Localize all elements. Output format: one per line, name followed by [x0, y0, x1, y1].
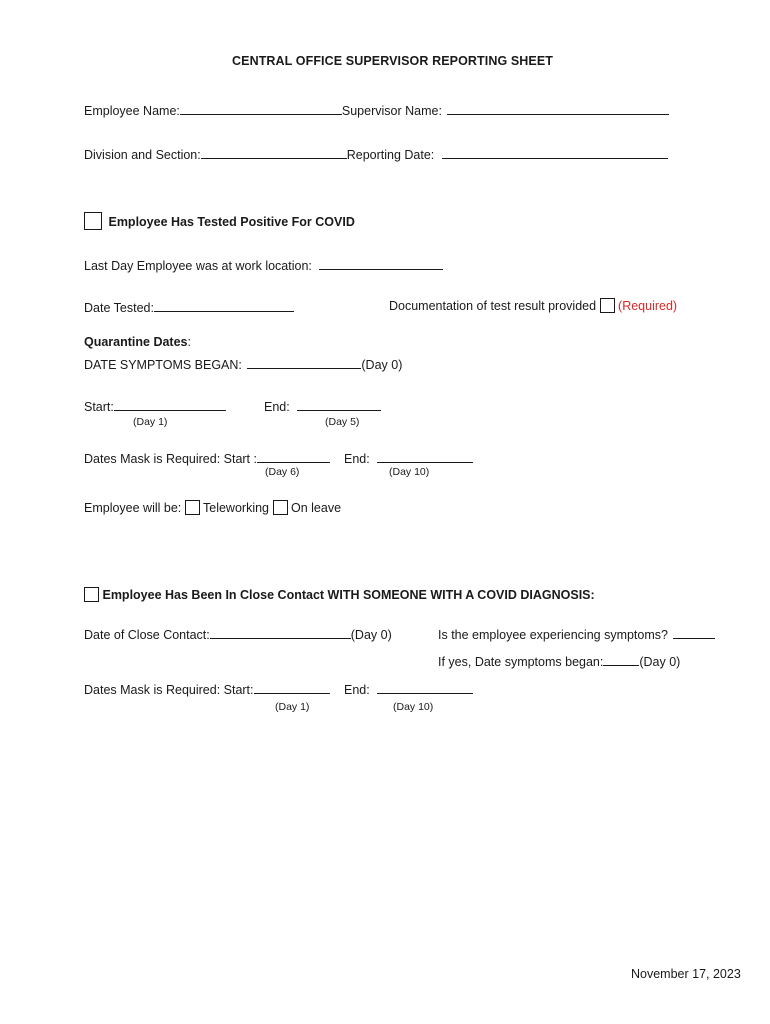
- quarantine-heading: Quarantine Dates: [84, 335, 188, 349]
- close-contact-label: Date of Close Contact:: [84, 628, 210, 642]
- contact-mask-end-row: [344, 681, 473, 697]
- positive-section-header: [84, 212, 355, 230]
- required-note: (Required): [618, 299, 678, 313]
- reporting-date-field[interactable]: [442, 146, 668, 159]
- documentation-label: Documentation of test result provided: [389, 299, 597, 313]
- if-yes-row: [438, 653, 680, 669]
- contact-mask-label: Dates Mask is Required: Start:: [84, 683, 254, 697]
- supervisor-name-label: Supervisor Name:: [341, 104, 442, 118]
- day6-note: (Day 6): [265, 466, 300, 478]
- last-day-row: [84, 257, 443, 273]
- on-leave-label: On leave: [290, 501, 342, 515]
- reporting-date-label: Reporting Date:: [346, 148, 435, 162]
- quarantine-start-field[interactable]: [114, 398, 226, 411]
- quarantine-heading-row: [84, 335, 191, 349]
- documentation-checkbox[interactable]: [600, 298, 615, 313]
- mask-end-field[interactable]: [377, 450, 473, 463]
- contact-day1-note: (Day 1): [275, 701, 310, 713]
- if-yes-day0: (Day 0): [639, 655, 681, 669]
- contact-day10-note: (Day 10): [393, 701, 434, 713]
- employee-name-field[interactable]: [180, 102, 342, 115]
- footer-date: November 17, 2023: [631, 967, 741, 981]
- division-section-field[interactable]: [201, 146, 347, 159]
- date-tested-label: Date Tested:: [84, 301, 154, 315]
- day10-note: (Day 10): [389, 466, 430, 478]
- date-tested-field[interactable]: [154, 299, 294, 312]
- contact-checkbox[interactable]: [84, 587, 99, 602]
- page-title: CENTRAL OFFICE SUPERVISOR REPORTING SHEET: [232, 54, 554, 68]
- contact-mask-end-label: End:: [344, 683, 370, 697]
- mask-end-row: [344, 450, 473, 466]
- mask-end-label: End:: [344, 452, 370, 466]
- division-row: [84, 146, 668, 162]
- symptoms-question-label: Is the employee experiencing symptoms?: [438, 628, 668, 642]
- date-tested-row: [84, 299, 294, 315]
- symptoms-day0: (Day 0): [361, 358, 403, 372]
- close-contact-row: [84, 626, 392, 642]
- symptoms-began-row: [84, 356, 402, 372]
- quarantine-start-row: [84, 398, 226, 414]
- division-section-label: Division and Section:: [84, 148, 201, 162]
- employee-will-be-label: Employee will be:: [84, 501, 182, 515]
- contact-section-heading: Employee Has Been In Close Contact WITH SOMEONE WITH A COVID DIAGNOSIS:: [102, 588, 595, 602]
- quarantine-end-field[interactable]: [297, 398, 381, 411]
- symptoms-began-field[interactable]: [247, 356, 361, 369]
- supervisor-name-field[interactable]: [447, 102, 669, 115]
- contact-mask-row: [84, 681, 330, 697]
- employee-name-label: Employee Name:: [84, 104, 180, 118]
- employee-name-row: [84, 102, 669, 118]
- mask-required-label: Dates Mask is Required: Start :: [84, 452, 257, 466]
- contact-section-header: [84, 587, 595, 602]
- last-day-field[interactable]: [319, 257, 443, 270]
- symptoms-began-label: DATE SYMPTOMS BEGAN:: [84, 358, 242, 372]
- quarantine-end-row: [264, 398, 381, 414]
- symptoms-answer-field[interactable]: [673, 626, 715, 639]
- mask-required-row: [84, 450, 330, 466]
- last-day-label: Last Day Employee was at work location:: [84, 259, 312, 273]
- teleworking-checkbox[interactable]: [185, 500, 200, 515]
- on-leave-checkbox[interactable]: [273, 500, 288, 515]
- if-yes-label: If yes, Date symptoms began:: [438, 655, 604, 669]
- documentation-row: [389, 298, 677, 313]
- positive-section-heading: Employee Has Tested Positive For COVID: [108, 215, 355, 229]
- employee-will-be-row: [84, 500, 341, 515]
- symptoms-question-row: [438, 626, 715, 642]
- close-contact-day0: (Day 0): [350, 628, 392, 642]
- if-yes-field[interactable]: [603, 653, 639, 666]
- positive-checkbox[interactable]: [84, 212, 102, 230]
- day5-note: (Day 5): [325, 416, 360, 428]
- contact-mask-end-field[interactable]: [377, 681, 473, 694]
- mask-start-field[interactable]: [257, 450, 330, 463]
- close-contact-field[interactable]: [210, 626, 351, 639]
- teleworking-label: Teleworking: [203, 501, 270, 515]
- quarantine-colon: :: [187, 335, 191, 349]
- quarantine-end-label: End:: [264, 400, 290, 414]
- day1-note: (Day 1): [133, 416, 168, 428]
- quarantine-start-label: Start:: [84, 400, 114, 414]
- contact-mask-start-field[interactable]: [254, 681, 330, 694]
